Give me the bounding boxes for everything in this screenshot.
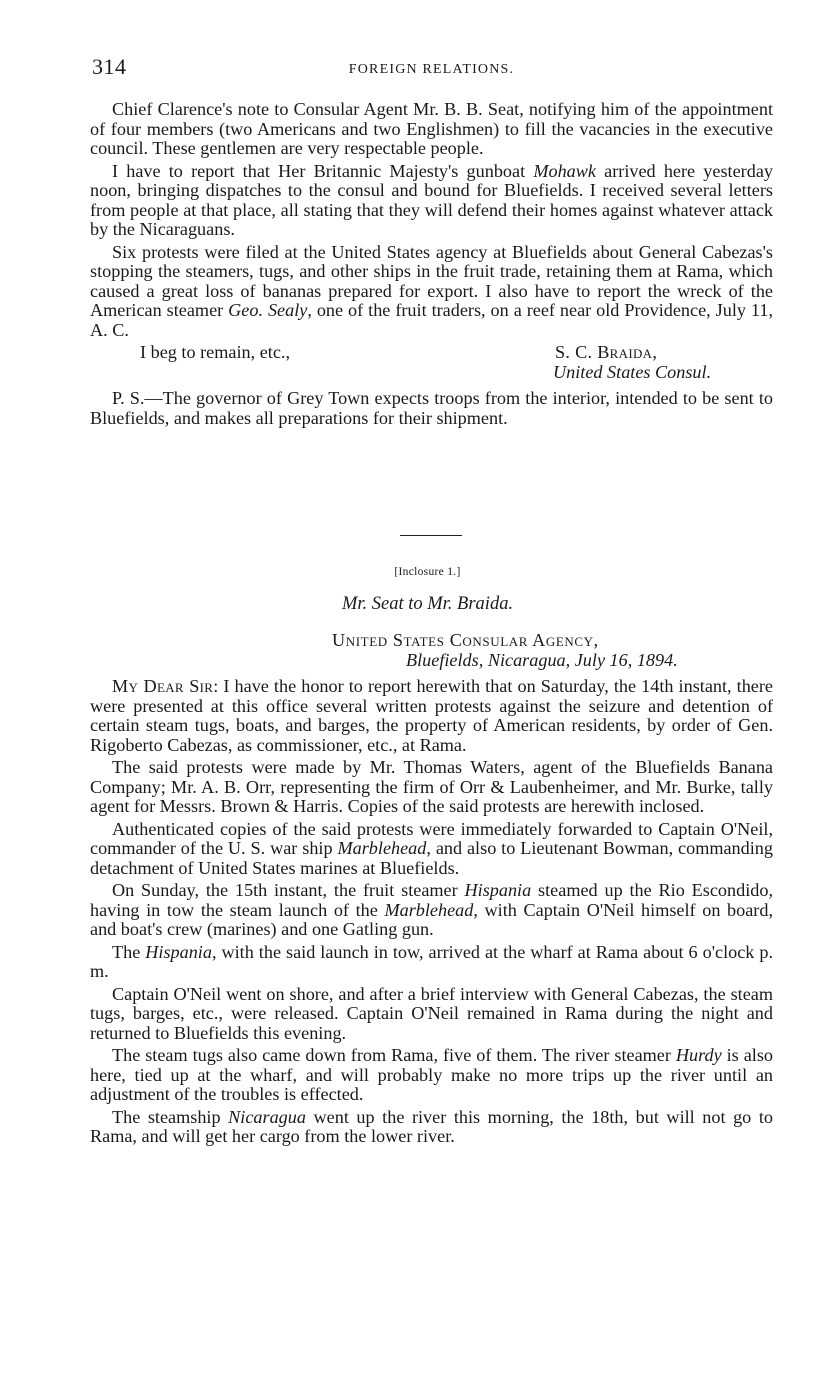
ship-name-hispania: Hispania [145,941,212,962]
ship-name-hispania: Hispania [464,880,532,900]
letter-heading [320,630,678,670]
letter-dateline: Bluefields, Nicaragua, July 16, 1894. [406,650,678,670]
inclosure-label [0,566,815,578]
paragraph-hispania-voyage [90,881,773,940]
closing-text: I beg to remain, etc., [140,342,290,362]
text-run: The steamship [112,1106,229,1127]
paragraph-forwarded [90,820,773,879]
ship-name-marblehead: Marblehead [384,899,474,920]
paragraph-gunboat [90,162,773,240]
running-head: FOREIGN RELATIONS. [348,62,515,77]
paragraph-protest-makers: The said protests were made by Mr. Thomas Waters, agent of the Bluefields Banana Company; Mr. A. B. Orr, representing the firm of Orr & Laubenheimer, and Mr. Burke, tally agent for Messrs. Brown & Harris. Copies of the said protests are herewith inclosed. [90,757,773,816]
closing-line [90,343,773,363]
inclosure-title [0,594,815,615]
paragraph-steam-tugs [90,1046,773,1105]
text-run: steamed up the Rio Escondido, having in tow the steam launch of the [90,880,773,920]
paragraph-release: Captain O'Neil went on shore, and after a brief interview with General Cabezas, the steam tugs, barges, etc., were released. Captain O'Neil remained in Rama during the night and returned to Bluefields this evening. [90,983,773,1043]
text-run: is also here, tied up at the wharf, and will probably make no more trips up the river until an adjustment of the troubles is effected. [90,1045,773,1104]
text-run: , with Captain O'Neil himself on board, and boat's crew (marines) and one Gatling gun. [90,899,774,939]
consul-report-section [90,100,773,431]
page-header [92,54,771,84]
signer-name: S. C. Braida, [555,342,658,362]
paragraph-nicaragua-steamship [90,1108,773,1147]
text-run: , one of the fruit traders, on a reef near old Providence, July 11, A. C. [90,300,773,340]
ship-name-mohawk: Mohawk [533,160,596,181]
section-divider [400,535,462,536]
text-run: , and also to Lieutenant Bowman, commanding detachment of United States marines at Bluefields. [90,838,773,878]
ship-name-marblehead: Marblehead [337,838,427,858]
paragraph-salutation [90,677,773,755]
agency-name: United States Consular Agency, [332,630,599,650]
signer-title-line [90,363,773,383]
text-run: arrived here yesterday noon, bringing dispatches to the consul and bound for Bluefields. I received several letters from people at that place, all stating that they will defend their homes against whatever attack by the Nicaraguans. [90,160,773,239]
ship-name-hurdy: Hurdy [675,1045,722,1065]
text-run: The steam tugs also came down from Rama, five of them. The river steamer [112,1045,676,1065]
text-run: Authenticated copies of the said protests were immediately forwarded to Captain O'Neil, commander of the U. S. war ship [90,818,773,858]
ship-name-geo-sealy: Geo. Sealy [228,300,308,320]
paragraph-arrival [90,943,773,982]
page-number: 314 [92,54,127,79]
text-run: went up the river this morning, the 18th, but will not go to Rama, and will get her cargo from the lower river. [90,1106,773,1146]
text-run: The [112,941,146,962]
salutation: My Dear Sir [112,676,214,696]
text-run: , with the said launch in tow, arrived at the wharf at Rama about 6 o'clock p. m. [90,941,774,981]
text-run: : I have the honor to report herewith that on Saturday, the 14th instant, there were presented at this office several written protests against the seizure and detention of certain steam tugs, boats, and barges, the property of American residents, by order of Gen. Rigoberto Cabezas, as commissioner, etc., at Rama. [90,676,774,755]
inclosure-title-text: Mr. Seat to Mr. Braida. [341,594,514,614]
text-run: I have to report that Her Britannic Majesty's gunboat [112,160,534,181]
inclosure-label-text: [Inclosure 1.] [394,566,461,578]
paragraph-council-note: Chief Clarence's note to Consular Agent Mr. B. B. Seat, notifying him of the appointment of four members (two Americans and two Englishmen) to fill the vacancies in the executive council. These gentlemen are very respectable people. [90,99,773,158]
text-run: On Sunday, the 15th instant, the fruit steamer [112,880,465,900]
postscript: P. S.—The governor of Grey Town expects troops from the interior, intended to be sent to Bluefields, and makes all preparations for their shipment. [90,388,773,428]
signer-title: United States Consul. [553,362,712,382]
paragraph-protests [90,243,773,341]
text-run: Six protests were filed at the United States agency at Bluefields about General Cabezas's stopping the steamers, tugs, and other ships in the fruit trade, retaining them at Rama, which caused a great loss of bananas prepared for export. I also have to report the wreck of the American steamer [90,241,773,320]
letter-body [90,677,773,1150]
ship-name-nicaragua: Nicaragua [228,1106,306,1127]
